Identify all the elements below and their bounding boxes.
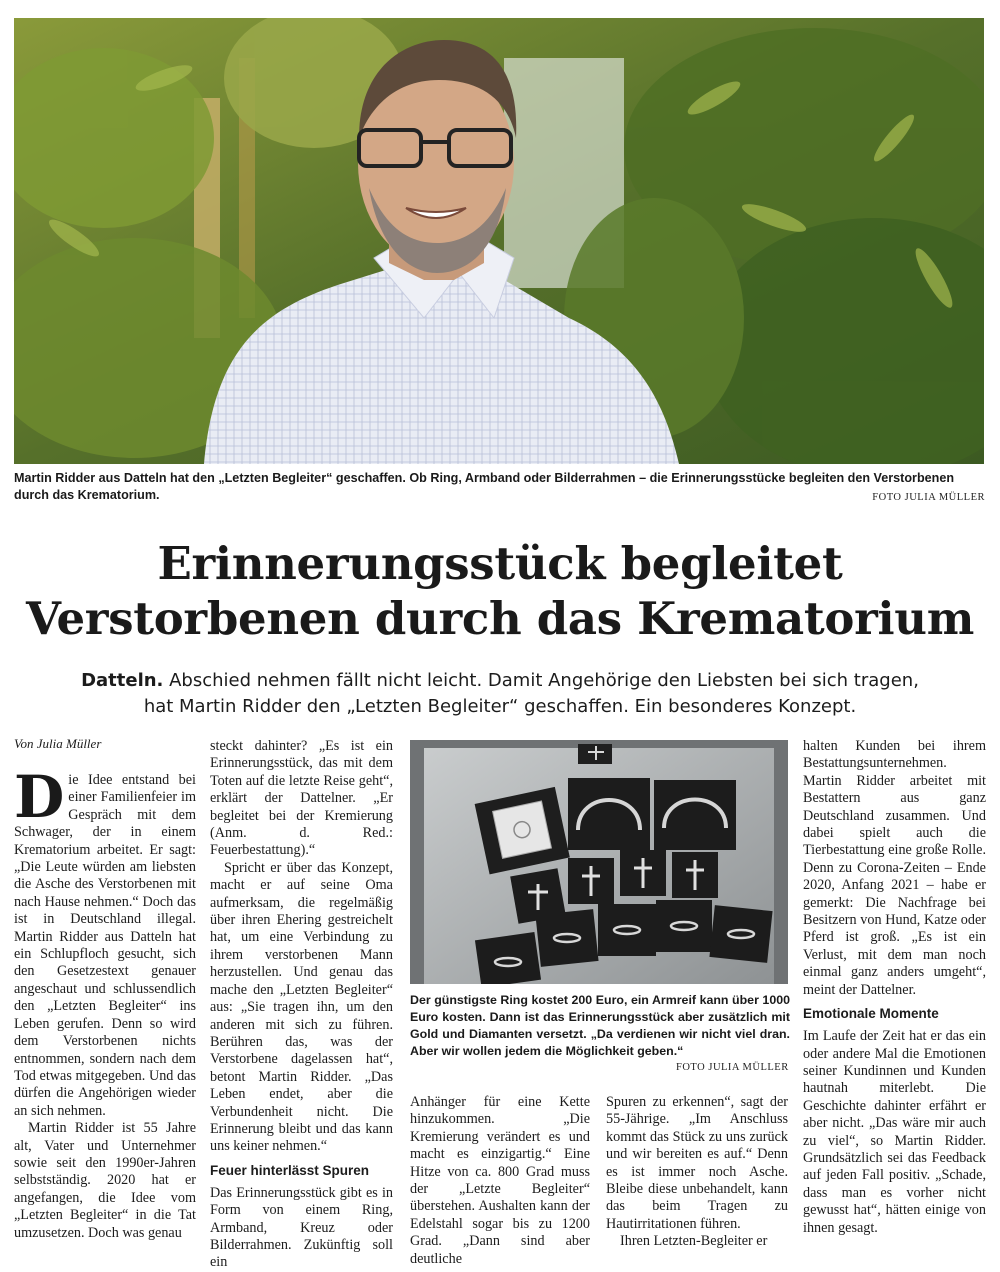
article-column-2 — [210, 738, 393, 1272]
col5-paragraph-2: Im Laufe der Zeit hat er das ein oder andere Mal die Emotionen seiner Kundinnen und Kunden hautnah miterlebt. Die Geschichte dahinter erfährt er aber nicht. „Das wäre mir auch zu viel“, so Martin Ridder. Grundsätzlich sei das Feedback auf jeden Fall positiv. „Schade, dass man es vorher nicht gewusst hat“, hätten einige von ihnen gesagt. — [803, 1028, 986, 1236]
lead-paragraph — [40, 668, 960, 720]
byline: Von Julia Müller — [14, 736, 102, 751]
col1-paragraph-1: ie Idee entstand bei einer Familienfeier im Gespräch mit dem Schwager, der in einem Krematorium arbeitet. Er sagt: „Die Leute würden am liebsten die Asche des Verstorbenen mit nach Hause nehmen.“ Doch das ist in Deutschland illegal. Martin Ridder aus Datteln hat ein Schlupfloch gesucht, sich den Gesetzestext genauer angeschaut und schlussendlich den „Letzten Begleiter“ ins Leben gerufen. Denn so wird dem Verstorbenen nichts entnommen, sondern nach dem Tod etwas mitgegeben. Und das dürfen die Angehörigen wieder an sich nehmen. — [14, 772, 196, 1119]
article-column-3 — [410, 1094, 590, 1268]
headline — [0, 536, 1000, 646]
jewelry-credit: FOTO JULIA MÜLLER — [676, 1062, 789, 1073]
jewelry-caption: Der günstigste Ring kostet 200 Euro, ein Armreif kann über 1000 Euro kosten. Dann ist das Erinnerungsstück aber zusätzlich mit Gold und Diamanten versetzt. „Da verdienen wir nicht viel dran. Aber wir wollen jedem die Möglichkeit geben.“ — [410, 993, 790, 1058]
subheading-emotionale-momente: Emotionale Momente — [803, 1006, 939, 1022]
col2-paragraph-2: Spricht er über das Konzept, macht er auf seine Oma aufmerksam, die regelmäßig über ihren Ehering gestreichelt hat, um eine Verbindung zu ihrem verstorbenen Mann herzustellen. Und genau das mache den „Letzten Begleiter“ aus: „Sie tragen ihn, um den anderen mit sich zu führen. Berühren das, was der Verstorbene dagelassen hat“, betont Martin Ridder. „Das Leben endet, aber die Verbundenheit nicht. Die Erinnerung bleibt und das kann uns keiner nehmen.“ — [210, 859, 393, 1155]
col4-paragraph-2: Ihren Letzten-Begleiter er — [620, 1233, 768, 1250]
lead-dateline: Datteln. — [81, 670, 164, 691]
jewelry-image — [410, 740, 788, 984]
subheading-feuer: Feuer hinterlässt Spuren — [210, 1162, 370, 1178]
photo-caption: Martin Ridder aus Datteln hat den „Letzten Begleiter“ geschaffen. Ob Ring, Armband oder Bilderrahmen – die Erinnerungsstücke begleiten den Verstorbenen durch das Krematorium. — [14, 471, 955, 502]
photo-credit: FOTO JULIA MÜLLER — [872, 492, 985, 503]
hero-photo — [14, 18, 984, 464]
col4-paragraph-1: Spuren zu erkennen“, sagt der 55-Jährige. „Im Anschluss kommt das Stück zu uns zurück und wir bereiten es auf.“ Denn es ist immer noch Asche. Bleibe diese unbehandelt, kann das beim Tragen zu Hautirritationen führen. — [606, 1094, 788, 1232]
lead-text-1: Abschied nehmen fällt nicht leicht. Damit Angehörige den Liebsten bei sich tragen, — [163, 670, 919, 691]
col2-paragraph-3: Das Erinnerungsstück gibt es in Form von einem Ring, Armband, Kreuz oder Bilderrahmen. Zukünftig soll ein — [210, 1184, 393, 1271]
drop-cap: D — [14, 763, 65, 831]
lead-text-2: hat Martin Ridder den „Letzten Begleiter“ geschaffen. Ein besonderes Konzept. — [143, 696, 857, 717]
article-column-1 — [14, 763, 196, 1242]
jewelry-photo — [410, 740, 788, 984]
col3-paragraph-1: Anhänger für eine Kette hinzukommen. „Die Kremierung verändert es und macht es einzigartig.“ Eine Hitze von ca. 800 Grad muss der „Letzte Begleiter“ überstehen. Aushalten kann der Edelstahl sogar bis zu 1200 Grad. „Dann sind aber deutliche — [410, 1094, 590, 1267]
col1-paragraph-2: Martin Ridder ist 55 Jahre alt, Vater und Unternehmer sowie seit den 1990er-Jahren selbstständig. 2020 hat er angefangen, die Idee vom „Letzten Begleiter“ in die Tat umzusetzen. Doch was genau — [14, 1120, 196, 1241]
headline-line-1: Erinnerungsstück begleitet — [157, 537, 843, 590]
col2-paragraph-1: steckt dahinter? „Es ist ein Erinnerungsstück, das mit dem Toten auf die letzte Reise geht“, erklärt der Dattelner. „Er begleitet bei der Kremierung (Anm. d. Red.: Feuerbestattung).“ — [210, 738, 393, 859]
col5-paragraph-1: halten Kunden bei ihrem Bestattungsunternehmen. Martin Ridder arbeitet mit Bestattern aus ganz Deutschland zusammen. Und dabei spielt auch die Tierbestattung eine große Rolle. Denn zu Corona-Zeiten – Ende 2020, Anfang 2021 – habe er gemerkt: Die Nachfrage bei Besitzern von Hund, Katze oder Pferd ist groß. „Es ist ein Verlust, mit dem man noch einmal ganz anders umgeht“, meint der Dattelner. — [803, 738, 986, 998]
article-column-4 — [606, 1094, 788, 1251]
article-column-5 — [803, 738, 986, 1237]
headline-line-2: Verstorbenen durch das Krematorium — [25, 592, 975, 645]
portrait-image — [14, 18, 984, 464]
